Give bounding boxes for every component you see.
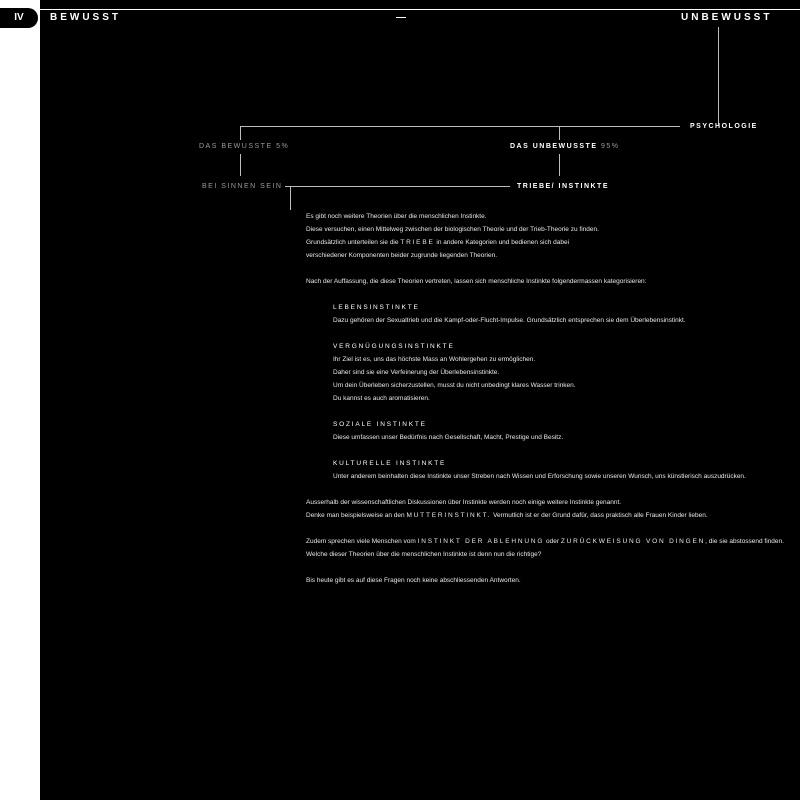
connector-horizontal-psychologie (240, 126, 680, 127)
ablehnung-line-1c: oder (546, 538, 560, 545)
connector-text-stem (290, 186, 291, 210)
mutter-line-2 (306, 509, 800, 522)
label-unbewusste-pct: 95% (600, 143, 620, 150)
top-bar (0, 0, 800, 30)
keyword-ablehnung: INSTINKT DER ABLEHNUNG (417, 538, 545, 545)
label-unbewusste (510, 143, 619, 150)
mutter-line-2c: Vermutlich ist er der Grund dafür, dass praktisch alle Frauen Kinder lieben. (493, 512, 708, 519)
chapter-badge: IV (0, 8, 38, 28)
top-rule (40, 9, 800, 10)
body-text (306, 210, 800, 600)
header-right-title: UNBEWUSST (681, 12, 773, 23)
label-triebe: TRIEBE/ INSTINKTE (517, 183, 610, 190)
connector-bewusste-top (240, 126, 241, 140)
category-line: Um dein Überleben sicherzustellen, musst du nicht unbedingt klares Wasser trinken. (333, 382, 576, 389)
category-title: VERGNÜGUNGSINSTINKTE (333, 343, 455, 350)
category-line: Diese umfassen unser Bedürfnis nach Gesellschaft, Macht, Prestige und Besitz. (333, 434, 564, 441)
intro-line-2: Diese versuchen, einen Mittelweg zwischen der biologischen Theorie und der Trieb-Theorie zu finden. (306, 226, 599, 233)
category-kulturelle-instinkte (333, 457, 800, 483)
intro-line-3c: in andere Kategorien und bedienen sich dabei (436, 239, 570, 246)
connector-bewusste-bottom (240, 154, 241, 176)
intro-paragraph (306, 210, 800, 262)
ablehnung-line-2: Welche dieser Theorien über die menschlichen Instinkte ist denn nun die richtige? (306, 551, 542, 558)
label-unbewusste-text: DAS UNBEWUSSTE (510, 143, 598, 150)
category-title: KULTURELLE INSTINKTE (333, 460, 447, 467)
intro-line-4: verschiedener Komponenten beider zugrunde liegenden Theorien. (306, 252, 498, 259)
header-left-title: BEWUSST (50, 12, 121, 23)
mutterinstinkt-paragraph (306, 496, 800, 522)
category-soziale-instinkte (333, 418, 800, 444)
category-title: SOZIALE INSTINKTE (333, 421, 427, 428)
ablehnung-line-1e: , die sie abstossend finden. (705, 538, 784, 545)
closing-line: Bis heute gibt es auf diese Fragen noch keine abschliessenden Antworten. (306, 577, 521, 584)
mutter-line-2a: Denke man beispielsweise an den (306, 512, 405, 519)
connector-unbewusste-bottom (559, 154, 560, 176)
category-line: Ihr Ziel ist es, uns das höchste Mass an Wohlergehen zu ermöglichen. (333, 356, 536, 363)
keyword-triebe: TRIEBE (400, 239, 435, 246)
ablehnung-paragraph (306, 535, 800, 561)
lead-line: Nach der Auffassung, die diese Theorien vertreten, lassen sich menschliche Instinkte folgendermassen kategorisieren: (306, 278, 647, 285)
header-separator: — (396, 12, 406, 23)
ablehnung-line-1a: Zudem sprechen viele Menschen vom (306, 538, 416, 545)
label-bewusste: DAS BEWUSSTE 5% (199, 143, 290, 150)
connector-vertical-unbewusst (718, 27, 719, 126)
intro-line-3a: Grundsätzlich unterteilen sie die (306, 239, 399, 246)
connector-unbewusste-top (559, 126, 560, 140)
ablehnung-line-1 (306, 535, 800, 548)
label-psychologie: PSYCHOLOGIE (690, 123, 758, 130)
category-lebensinstinkte (333, 301, 800, 327)
label-sinnen: BEI SINNEN SEIN (202, 183, 283, 190)
category-line: Du kannst es auch aromatisieren. (333, 395, 430, 402)
intro-line-1: Es gibt noch weitere Theorien über die menschlichen Instinkte. (306, 213, 487, 220)
keyword-mutterinstinkt: MUTTERINSTINKT. (406, 512, 492, 519)
mutter-line-1: Ausserhalb der wissenschaftlichen Diskussionen über Instinkte werden noch einige weitere Instinkte genannt. (306, 499, 622, 506)
category-title: LEBENSINSTINKTE (333, 304, 420, 311)
category-line: Daher sind sie eine Verfeinerung der Überlebensinstinkte. (333, 369, 500, 376)
keyword-zurueckweisung: ZURÜCKWEISUNG VON DINGEN (560, 538, 706, 545)
connector-sinnen-triebe (285, 186, 510, 187)
lead-paragraph (306, 275, 800, 288)
category-line: Unter anderem beinhalten diese Instinkte unser Streben nach Wissen und Erforschung sowie unseren Wunsch, uns künstlerisch auszudrücken. (333, 473, 746, 480)
closing-paragraph (306, 574, 800, 587)
intro-line-3 (306, 236, 800, 249)
category-vergnuegungsinstinkte (333, 340, 800, 405)
category-line: Dazu gehören der Sexualtrieb und die Kampf-oder-Flucht-Impulse. Grundsätzlich entsprechen sie dem Überlebensinstinkt. (333, 317, 686, 324)
